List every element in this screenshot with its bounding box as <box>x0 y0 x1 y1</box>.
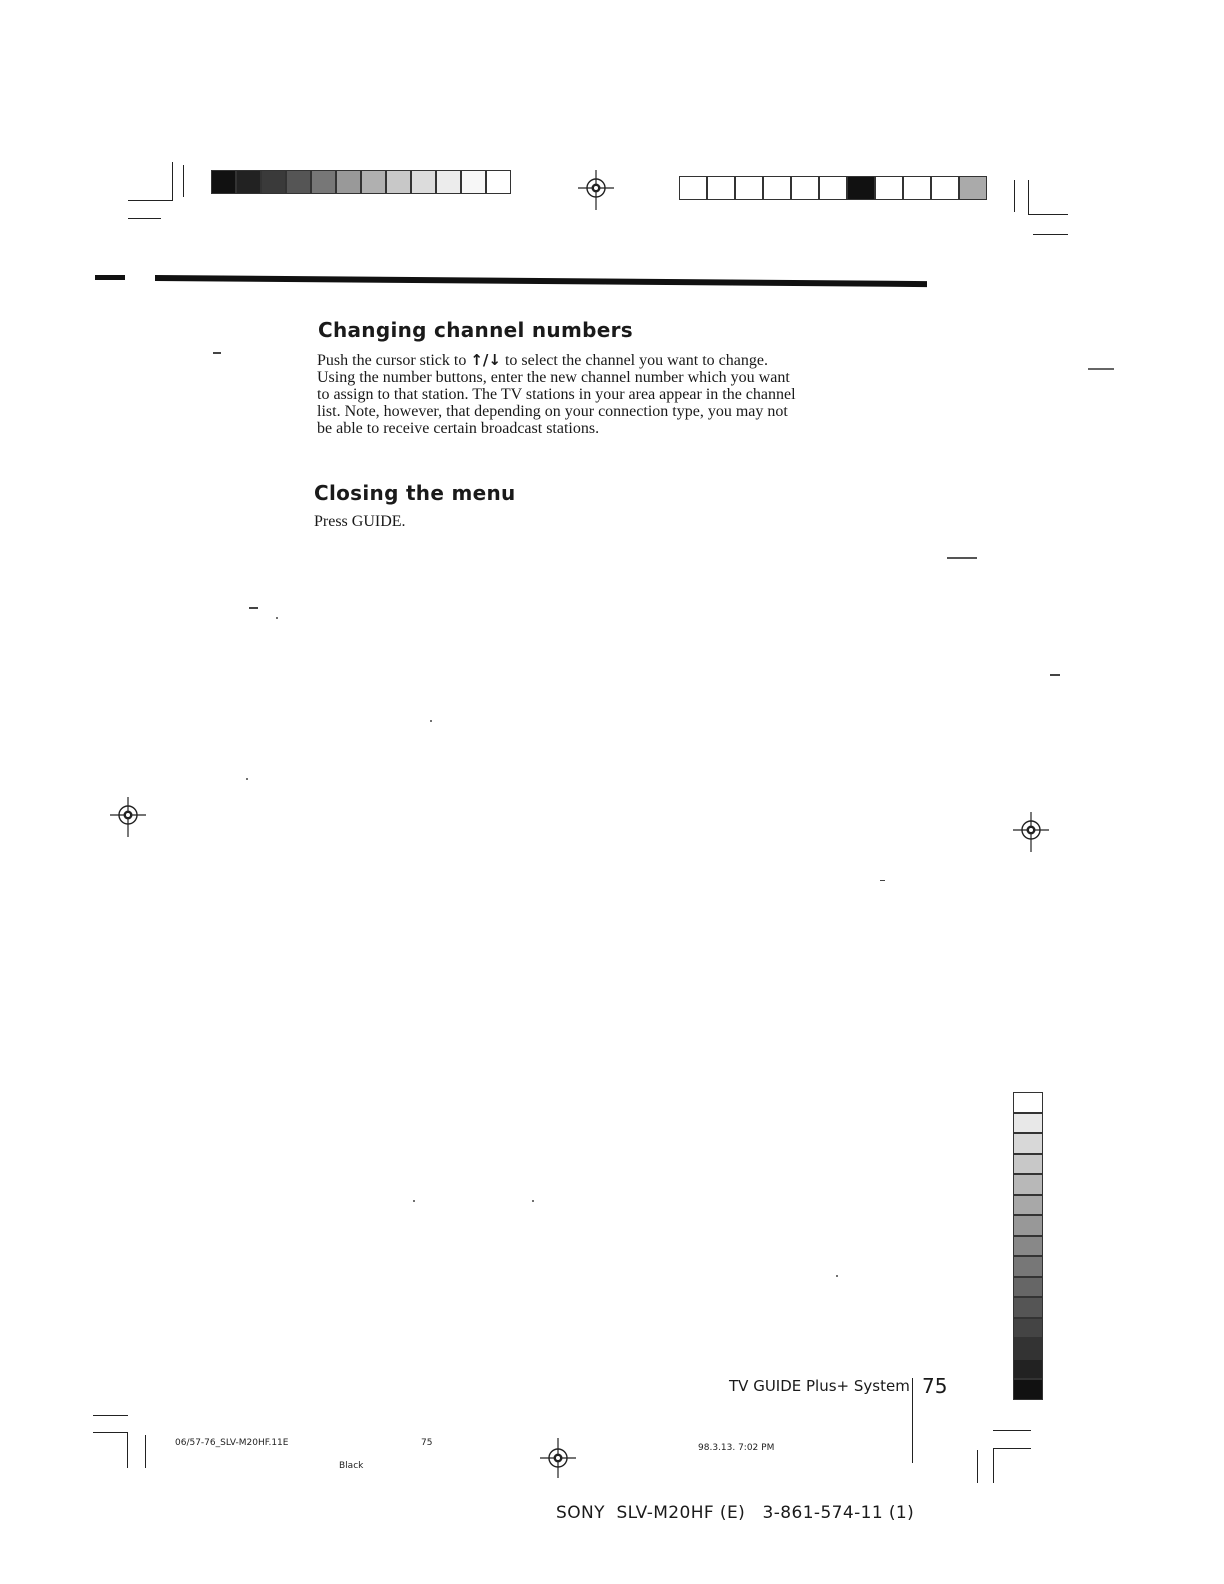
plate-color-label: Black <box>339 1461 364 1471</box>
product-code: SONY SLV-M20HF (E) 3-861-574-11 (1) <box>556 1503 915 1523</box>
color-bar-cell <box>211 170 236 194</box>
color-bar-cell <box>461 170 486 194</box>
color-bar-cell <box>311 170 336 194</box>
crop-mark-bottom-right-vertical <box>993 1448 994 1483</box>
scan-speck <box>1050 674 1060 676</box>
registration-target-icon <box>578 170 614 210</box>
grayscale-cell <box>1013 1092 1043 1113</box>
scan-speck <box>249 607 258 609</box>
scan-speck <box>430 720 432 722</box>
color-bar-cell <box>486 170 511 194</box>
scan-speck <box>276 617 278 619</box>
scan-speck <box>213 352 221 354</box>
grayscale-cell <box>1013 1297 1043 1318</box>
color-bar-cell <box>361 170 386 194</box>
crop-mark-bottom-right-vertical-2 <box>977 1450 978 1483</box>
section-rule <box>155 275 927 287</box>
color-bar-cell <box>679 176 707 200</box>
crop-mark-bottom-left-vertical <box>127 1432 128 1468</box>
file-name: 06/57-76_SLV-M20HF.11E <box>175 1438 289 1448</box>
crop-mark-top-left-vertical-2 <box>183 165 184 197</box>
paragraph-line-1-post: to select the channel you want to change. <box>500 352 768 369</box>
closing-instruction: Press GUIDE. <box>314 513 406 530</box>
footer-section-title: TV GUIDE Plus+ System <box>729 1377 910 1395</box>
grayscale-cell <box>1013 1277 1043 1298</box>
heading-changing-channel-numbers: Changing channel numbers <box>318 318 633 342</box>
color-bar-cell <box>436 170 461 194</box>
color-bar-cell <box>411 170 436 194</box>
paragraph-line-2: Using the number buttons, enter the new channel number which you want <box>317 369 790 386</box>
paragraph-line-5: be able to receive certain broadcast stations. <box>317 420 600 437</box>
color-bar-cell <box>875 176 903 200</box>
crop-mark-bottom-right-horizontal-2 <box>993 1448 1031 1449</box>
top-left-color-bar <box>211 170 511 194</box>
color-bar-cell <box>236 170 261 194</box>
scan-speck <box>1088 368 1114 370</box>
file-page-number: 75 <box>421 1438 433 1448</box>
grayscale-cell <box>1013 1174 1043 1195</box>
heading-closing-the-menu: Closing the menu <box>314 481 516 505</box>
crop-mark-bottom-left-horizontal <box>93 1415 128 1416</box>
color-bar-cell <box>707 176 735 200</box>
color-bar-cell <box>336 170 361 194</box>
color-bar-cell <box>286 170 311 194</box>
footer-divider <box>912 1378 913 1463</box>
paragraph-line-1-pre: Push the cursor stick to <box>317 352 471 369</box>
color-bar-cell <box>763 176 791 200</box>
grayscale-cell <box>1013 1379 1043 1400</box>
registration-target-icon <box>1013 812 1049 852</box>
color-bar-cell <box>847 176 875 200</box>
registration-target-icon <box>540 1438 576 1478</box>
crop-mark-top-right-horizontal-2 <box>1033 234 1068 235</box>
color-bar-cell <box>903 176 931 200</box>
color-bar-cell <box>386 170 411 194</box>
timestamp: 98.3.13. 7:02 PM <box>698 1443 775 1453</box>
color-bar-cell <box>959 176 987 200</box>
crop-mark-bottom-left-horizontal-2 <box>93 1432 128 1433</box>
grayscale-cell <box>1013 1133 1043 1154</box>
color-bar-cell <box>735 176 763 200</box>
grayscale-cell <box>1013 1195 1043 1216</box>
crop-mark-top-left-vertical <box>172 162 173 200</box>
color-bar-cell <box>261 170 286 194</box>
scan-speck <box>947 557 977 559</box>
crop-mark-bottom-right-horizontal <box>993 1430 1031 1431</box>
paragraph-line-1 <box>317 352 917 369</box>
paragraph-changing-channel <box>317 352 917 437</box>
section-rule-short <box>95 275 125 280</box>
grayscale-cell <box>1013 1256 1043 1277</box>
scan-speck <box>532 1200 534 1202</box>
color-bar-cell <box>791 176 819 200</box>
crop-mark-top-right-vertical <box>1014 180 1015 212</box>
color-bar-cell <box>819 176 847 200</box>
top-right-color-bar <box>679 176 987 200</box>
paragraph-line-4: list. Note, however, that depending on your connection type, you may not <box>317 403 788 420</box>
scan-speck <box>246 778 248 780</box>
scan-speck <box>880 880 885 881</box>
grayscale-cell <box>1013 1236 1043 1257</box>
registration-target-icon <box>110 797 146 837</box>
grayscale-calibration-strip <box>1013 1092 1043 1400</box>
page-number: 75 <box>922 1374 948 1398</box>
grayscale-cell <box>1013 1215 1043 1236</box>
scan-speck <box>413 1200 415 1202</box>
crop-mark-top-right-vertical-2 <box>1028 180 1029 215</box>
crop-mark-top-left-horizontal <box>128 200 173 201</box>
grayscale-cell <box>1013 1318 1043 1339</box>
scan-speck <box>836 1275 838 1277</box>
color-bar-cell <box>931 176 959 200</box>
grayscale-cell <box>1013 1359 1043 1380</box>
up-down-arrow-icon: ↑/↓ <box>470 351 501 369</box>
crop-mark-top-left-horizontal-2 <box>128 218 161 219</box>
grayscale-cell <box>1013 1154 1043 1175</box>
crop-mark-top-right-horizontal <box>1028 214 1068 215</box>
grayscale-cell <box>1013 1338 1043 1359</box>
paragraph-line-3: to assign to that station. The TV stations in your area appear in the channel <box>317 386 796 403</box>
grayscale-cell <box>1013 1113 1043 1134</box>
crop-mark-bottom-left-vertical-2 <box>145 1435 146 1468</box>
